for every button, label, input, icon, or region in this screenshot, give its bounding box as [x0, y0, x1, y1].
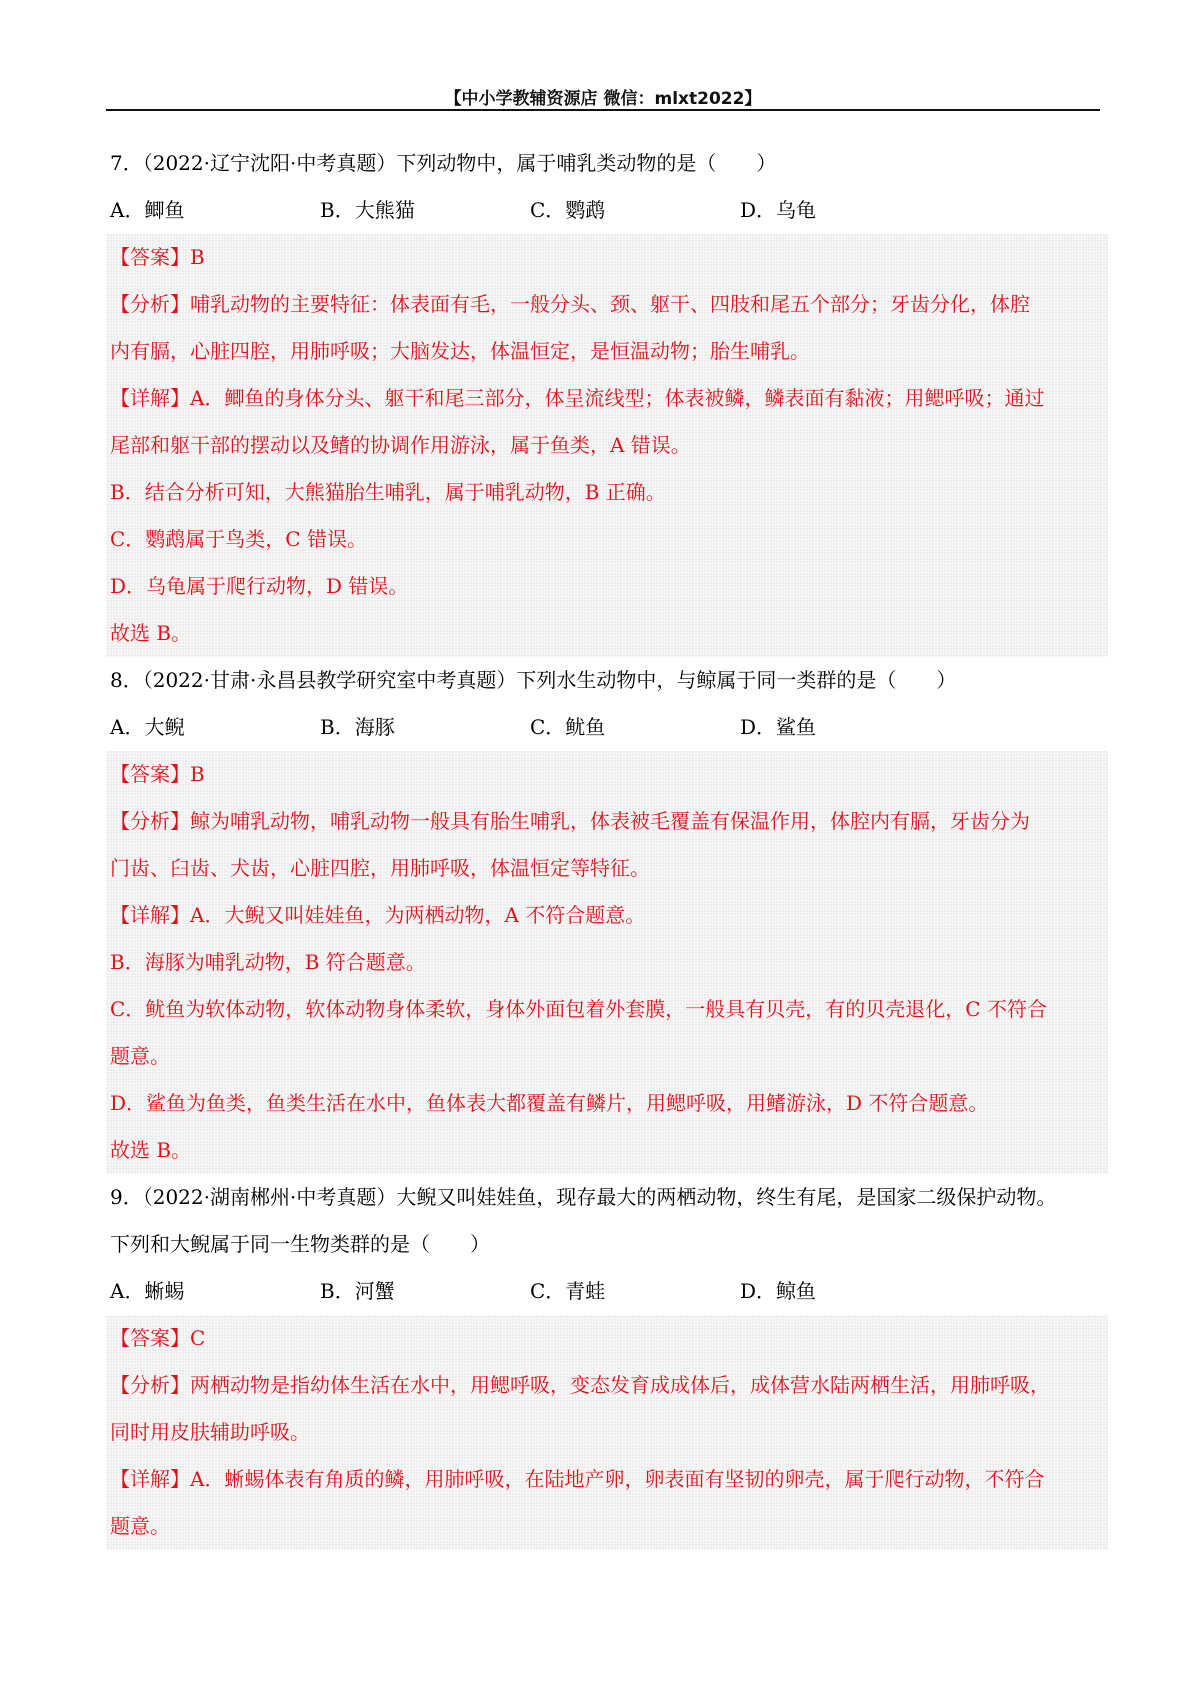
analysis-line: 【分析】哺乳动物的主要特征：体表面有毛，一般分头、颈、躯干、四肢和尾五个部分；牙齿分化，体腔	[110, 292, 1030, 316]
question-9	[110, 1174, 1100, 1550]
option-a: A．大鲵	[110, 715, 185, 739]
question-stem: 8．（2022·甘肃·永昌县教学研究室中考真题）下列水生动物中，与鲸属于同一类群的是（ ）	[110, 668, 957, 692]
option-c: C．青蛙	[530, 1279, 606, 1303]
analysis-line: 【分析】鲸为哺乳动物，哺乳动物一般具有胎生哺乳，体表被毛覆盖有保温作用，体腔内有膈，牙齿分为	[110, 809, 1030, 833]
detail-line: 故选 B。	[110, 621, 192, 645]
analysis-line: 【分析】两栖动物是指幼体生活在水中，用鳃呼吸，变态发育成成体后，成体营水陆两栖生活，用肺呼吸，	[110, 1373, 1050, 1397]
page-header: 【中小学教辅资源店 微信：mlxt2022】	[444, 89, 762, 109]
question-stem: 下列和大鲵属于同一生物类群的是（ ）	[110, 1232, 490, 1256]
options-row	[110, 1268, 1100, 1315]
answer-line: 【答案】C	[110, 1326, 206, 1350]
options-row	[110, 704, 1100, 751]
answer-line: 【答案】B	[110, 245, 205, 269]
option-b: B．河蟹	[320, 1279, 395, 1303]
analysis-line: 门齿、臼齿、犬齿，心脏四腔，用肺呼吸，体温恒定等特征。	[110, 856, 650, 880]
answer-block	[106, 234, 1108, 657]
header-divider	[106, 109, 1100, 111]
detail-line: 题意。	[110, 1514, 170, 1538]
answer-block	[106, 1315, 1108, 1550]
detail-line: D．鲨鱼为鱼类，鱼类生活在水中，鱼体表大都覆盖有鳞片，用鳃呼吸，用鳍游泳，D 不符合题意。	[110, 1091, 989, 1115]
option-d: D．鲨鱼	[740, 715, 817, 739]
option-b: B．大熊猫	[320, 198, 415, 222]
detail-line: C．鹦鹉属于鸟类，C 错误。	[110, 527, 367, 551]
detail-line: 题意。	[110, 1044, 170, 1068]
detail-line: C．鱿鱼为软体动物，软体动物身体柔软，身体外面包着外套膜，一般具有贝壳，有的贝壳退化，C 不符合	[110, 997, 1047, 1021]
question-stem: 9．（2022·湖南郴州·中考真题）大鲵又叫娃娃鱼，现存最大的两栖动物，终生有尾，是国家二级保护动物。	[110, 1185, 1057, 1209]
question-8	[110, 657, 1100, 1174]
option-d: D．鲸鱼	[740, 1279, 817, 1303]
options-row	[110, 187, 1100, 234]
analysis-line: 同时用皮肤辅助呼吸。	[110, 1420, 310, 1444]
option-a: A．蜥蜴	[110, 1279, 185, 1303]
detail-line: 【详解】A．大鲵又叫娃娃鱼，为两栖动物，A 不符合题意。	[110, 903, 646, 927]
option-a: A．鲫鱼	[110, 198, 185, 222]
question-stem: 7．（2022·辽宁沈阳·中考真题）下列动物中，属于哺乳类动物的是（ ）	[110, 151, 777, 175]
detail-line: B．结合分析可知，大熊猫胎生哺乳，属于哺乳动物，B 正确。	[110, 480, 666, 504]
detail-line: B．海豚为哺乳动物，B 符合题意。	[110, 950, 426, 974]
detail-line: 【详解】A．蜥蜴体表有角质的鳞，用肺呼吸，在陆地产卵，卵表面有坚韧的卵壳，属于爬行动物，不符合	[110, 1467, 1045, 1491]
detail-line: 尾部和躯干部的摆动以及鳍的协调作用游泳，属于鱼类，A 错误。	[110, 433, 691, 457]
detail-line: D．乌龟属于爬行动物，D 错误。	[110, 574, 409, 598]
analysis-line: 内有膈，心脏四腔，用肺呼吸；大脑发达，体温恒定，是恒温动物；胎生哺乳。	[110, 339, 810, 363]
answer-block	[106, 751, 1108, 1174]
option-b: B．海豚	[320, 715, 395, 739]
answer-line: 【答案】B	[110, 762, 205, 786]
question-7	[110, 140, 1100, 657]
option-c: C．鹦鹉	[530, 198, 606, 222]
detail-line: 故选 B。	[110, 1138, 192, 1162]
detail-line: 【详解】A．鲫鱼的身体分头、躯干和尾三部分，体呈流线型；体表被鳞，鳞表面有黏液；用鳃呼吸；通过	[110, 386, 1045, 410]
document-body	[110, 140, 1100, 1550]
option-c: C．鱿鱼	[530, 715, 606, 739]
option-d: D．乌龟	[740, 198, 817, 222]
